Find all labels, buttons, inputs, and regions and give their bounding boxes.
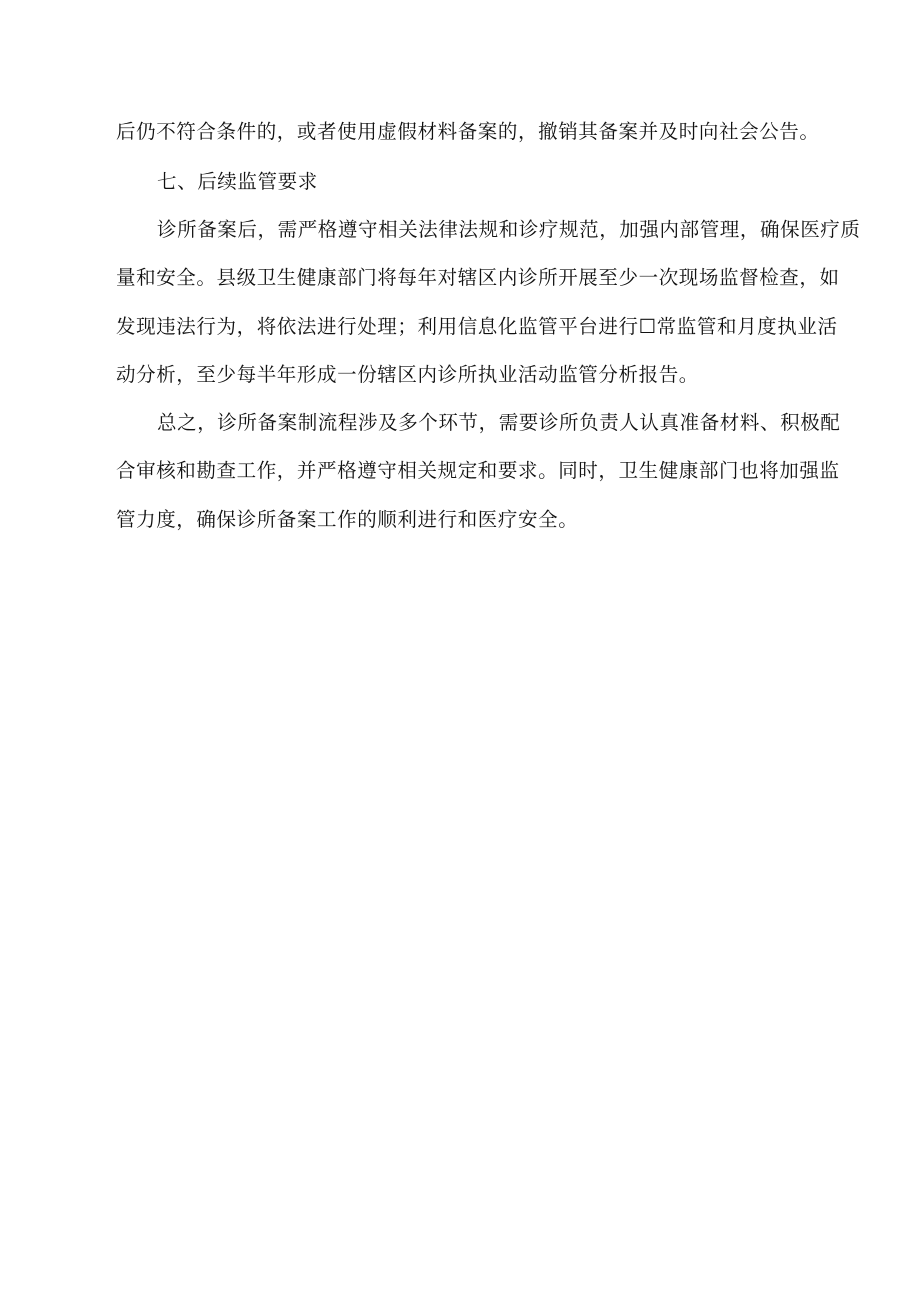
section-heading: 七、后续监管要求 <box>157 170 318 193</box>
paragraph-line: 合审核和勘查工作，并严格遵守相关规定和要求。同时，卫生健康部门也将加强监 <box>116 459 840 482</box>
paragraph-line: 总之，诊所备案制流程涉及多个环节，需要诊所负责人认真准备材料、积极配 <box>157 411 841 434</box>
paragraph-line-continuation: 后仍不符合条件的，或者使用虚假材料备案的，撤销其备案并及时向社会公告。 <box>116 120 820 143</box>
paragraph-line: 管力度，确保诊所备案工作的顺利进行和医疗安全。 <box>116 508 579 531</box>
paragraph-line: 动分析，至少每半年形成一份辖区内诊所执业活动监管分析报告。 <box>116 363 699 386</box>
paragraph-line: 诊所备案后，需严格遵守相关法律法规和诊疗规范，加强内部管理，确保医疗质 <box>157 218 861 241</box>
paragraph-line: 量和安全。县级卫生健康部门将每年对辖区内诊所开展至少一次现场监督检查，如 <box>116 266 840 289</box>
paragraph-line: 发现违法行为，将依法进行处理；利用信息化监管平台进行☐常监管和月度执业活 <box>116 315 838 338</box>
